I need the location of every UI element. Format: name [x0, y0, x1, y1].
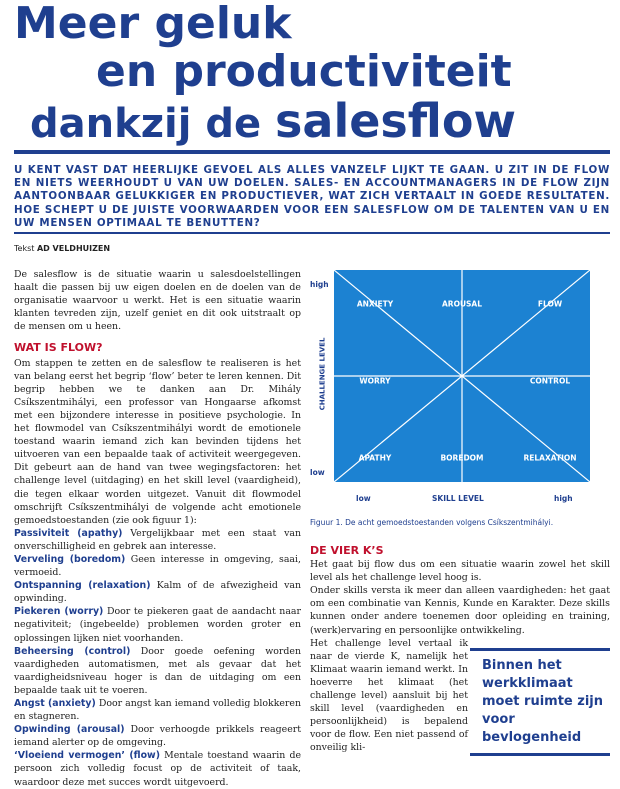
headline-line-3 [30, 94, 516, 148]
state-description: Kalm of de afwezigheid van opwinding. [14, 580, 302, 605]
y-axis-label: CHALLENGE LEVEL [318, 337, 327, 411]
y-high-label: high [310, 280, 329, 289]
headline [0, 0, 620, 150]
state-definition [14, 645, 301, 697]
state-description: Door verhoogde prikkels reageert iemand alerter op de omgeving. [14, 724, 301, 749]
vier-ks-paragraph-1: Het gaat bij flow dus om een situatie waarin zowel het skill level als het challenge level hoog is. [310, 559, 610, 584]
state-term: ‘Vloeiend vermogen’ (flow) [14, 750, 160, 762]
x-low-label: low [356, 494, 371, 503]
state-definition [14, 527, 301, 553]
section-heading-flow: WAT IS FLOW? [14, 341, 103, 355]
lead-rule [14, 232, 610, 234]
state-relaxation: RELAXATION [523, 453, 577, 463]
flow-model-chart [310, 270, 610, 510]
byline [14, 244, 110, 253]
state-description: Door te piekeren gaat de aandacht naar negativiteit; (ingebeelde) problemen worden groter en oplossingen lijken niet voorhanden. [14, 606, 302, 644]
section-heading-vier-ks: DE VIER K’S [310, 544, 384, 557]
state-worry: WORRY [359, 376, 391, 386]
state-flow: FLOW [537, 299, 563, 309]
flow-model-plot [334, 270, 590, 482]
state-description: Mentale toestand waarin de persoon zich volledig focust op de activiteit of taak, waardoor deze met succes wordt uitgevoerd. [14, 750, 301, 788]
y-low-label: low [310, 468, 325, 477]
byline-label: Tekst [14, 244, 35, 253]
state-description: Door angst kan iemand volledig blokkeren en stagneren. [14, 698, 302, 723]
state-definition [14, 723, 301, 749]
byline-author: AD VELDHUIZEN [36, 244, 111, 253]
state-description: Door goede oefening worden vaardigheden automatismen, met als gevaar dat het vaardigheidsniveau hoger is dan de uitdaging om een bepaalde taak uit te voeren. [14, 645, 301, 696]
headline-line-3-bold: salesflow [275, 94, 516, 148]
state-control: CONTROL [529, 376, 571, 386]
figure-caption: Figuur 1. De acht gemoedstoestanden volgens Csíkszentmihályi. [310, 518, 554, 527]
top-rule [14, 150, 610, 154]
x-high-label: high [554, 494, 573, 503]
vier-ks-paragraph-2: Onder skills versta ik meer dan alleen vaardigheden: het gaat om een combinatie van Kennis, Kunde en Karakter. Deze skills kunnen onder andere toenemen door opleiding en training, (werk)ervaring en persoonlijke ontwikkeling. [310, 585, 610, 636]
state-term: Opwinding (arousal) [14, 724, 125, 736]
state-definition [14, 605, 301, 644]
state-anxiety: ANXIETY [356, 299, 394, 309]
column-left [14, 268, 301, 789]
state-term: Piekeren (worry) [14, 606, 104, 618]
state-term: Passiviteit (apathy) [14, 527, 123, 539]
headline-line-1: Meer geluk [14, 0, 292, 49]
x-axis-label: SKILL LEVEL [432, 494, 484, 503]
state-boredom: BOREDOM [440, 453, 484, 463]
state-term: Verveling (boredom) [14, 553, 126, 565]
pull-quote: Binnen het werkklimaat moet ruimte zijn voor bevlogenheid [470, 648, 610, 756]
state-definition [14, 579, 301, 605]
lead-paragraph: U KENT VAST DAT HEERLIJKE GEVOEL ALS ALLES VANZELF LIJKT TE GAAN. U ZIT IN DE FLOW EN NIETS WEERHOUDT U VAN UW DOELEN. SALES- EN ACCOUNTMANAGERS IN DE FLOW ZIJN AANTOONBAAR GELUKKIGER EN PRODUCTIEVER, WAT ZICH VERTAALT IN GOEDE RESULTATEN. HOE SCHEPT U DE JUISTE VOORWAARDEN VOOR EEN SALESFLOW OM DE TALENTEN VAN U EN UW MENSEN OPTIMAAL TE BENUTTEN? [14, 164, 610, 229]
state-term: Beheersing (control) [14, 645, 131, 657]
state-definitions [14, 527, 301, 789]
state-term: Ontspanning (relaxation) [14, 580, 151, 592]
intro-paragraph: De salesflow is de situatie waarin u salesdoelstellingen haalt die passen bij uw eigen doelen en de doelen van de organisatie waarvoor u werkt. Het is een situatie waarin klanten tevreden zijn, uzelf geniet en dit ook uitstraalt op de mensen om u heen. [14, 269, 301, 333]
headline-line-3-prefix: dankzij de [30, 101, 262, 147]
state-apathy: APATHY [358, 453, 392, 463]
headline-line-2: en productiviteit [96, 46, 512, 97]
flow-paragraph: Om stappen te zetten en de salesflow te realiseren is het van belang eerst het begrip ‘flow’ beter te leren kennen. Dit begrip hebben we te danken aan Dr. Mihály Csíkszentmihályi, een professor van Hongaarse afkomst met een bijzondere interesse in positieve psychologie. In het flowmodel van Csíkszentmihályi wordt de emotionele toestand waarin iemand zich kan bevinden tijdens het uitvoeren van een bepaalde taak of activiteit weergegeven. Dit gebeurt aan de hand van twee wegingsfactoren: het challenge level (uitdaging) en het skill level (vaardigheid), die tegen elkaar worden uitgezet. Vanuit dit flowmodel omschrijft Csíkszentmihályi de volgende acht emotionele gemoedstoestanden (zie ook figuur 1): [14, 357, 301, 526]
state-description: Geen interesse in omgeving, saai, vermoeid. [14, 553, 301, 579]
state-arousal: AROUSAL [441, 299, 483, 309]
vier-ks-paragraph-3: Het challenge level vertaal ik naar de vierde K, namelijk het Klimaat waarin iemand werkt. In hoeverre het klimaat (het challenge level) aansluit bij het skill level (vaardigheden en persoonlijkheid) is bepalend voor de flow. Een niet passend of onveilig kli- [310, 637, 468, 754]
state-description: Vergelijkbaar met een staat van onverschilligheid en gebrek aan interesse. [14, 527, 301, 552]
state-definition [14, 553, 301, 579]
state-definition [14, 697, 301, 723]
state-definition [14, 749, 301, 788]
state-term: Angst (anxiety) [14, 698, 96, 709]
